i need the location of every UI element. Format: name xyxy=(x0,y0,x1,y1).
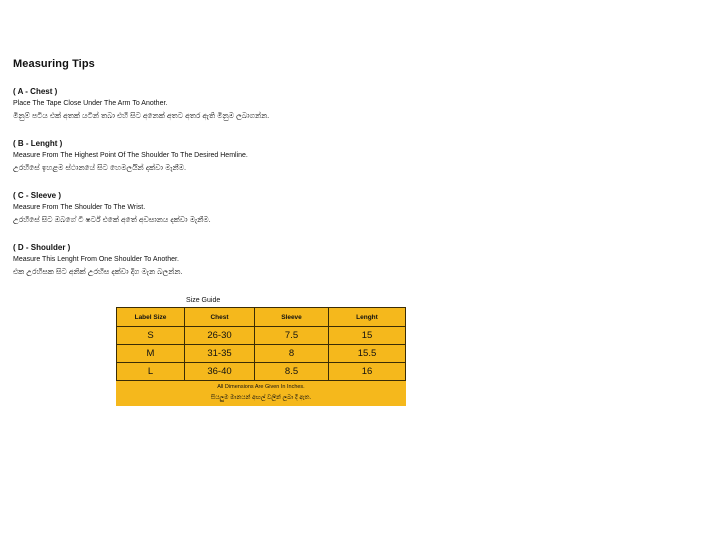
table-note-row-sinhala xyxy=(117,392,406,406)
tip-shoulder xyxy=(13,242,183,279)
tip-english-text: Measure From The Highest Point Of The Shoulder To The Desired Hemline. xyxy=(13,152,248,159)
table-note-row xyxy=(117,381,406,393)
tip-sinhala-text: මිනුම් පටිය එක් අතක් යටින් තබා එහි සිට අනෙක් අතට අතර ඇති මිනුම ලබාගන්න. xyxy=(13,111,270,120)
dimensions-note-sinhala: සියලුම මානයන් අඟල් වලින් ලබා දී ඇත. xyxy=(210,395,312,401)
cell-sleeve: 7.5 xyxy=(255,327,329,345)
header-label-size: Label Size xyxy=(117,308,185,327)
tip-chest xyxy=(13,86,269,123)
tip-english-text: Measure From The Shoulder To The Wrist. xyxy=(13,204,146,211)
cell-label-size: L xyxy=(117,363,185,381)
size-guide-title: Size Guide xyxy=(186,297,221,304)
tip-english-text: Measure This Lenght From One Shoulder To Another. xyxy=(13,256,179,263)
size-guide-table xyxy=(116,307,406,406)
cell-chest: 31-35 xyxy=(185,345,255,363)
header-chest: Chest xyxy=(185,308,255,327)
tip-sinhala-text: උරහිසේ සිට ඔබගේ ටී ෂර්ට් එකේ අතේ අවසානය දක්වා මැනීම. xyxy=(13,215,211,224)
tip-heading: ( D - Shoulder ) xyxy=(13,243,71,252)
tip-sleeve xyxy=(13,190,211,227)
cell-chest: 26-30 xyxy=(185,327,255,345)
table-header-row xyxy=(117,308,406,327)
tip-heading: ( B - Lenght ) xyxy=(13,139,63,148)
tip-length xyxy=(13,138,248,175)
cell-length: 15 xyxy=(329,327,406,345)
cell-length: 15.5 xyxy=(329,345,406,363)
table-row xyxy=(117,345,406,363)
tip-sinhala-text: එක උරහිසක සිට අනික් උරහිස දක්වා දිග මැන බලන්න. xyxy=(13,267,183,276)
tip-english-text: Place The Tape Close Under The Arm To Another. xyxy=(13,100,168,107)
header-length: Lenght xyxy=(329,308,406,327)
tip-heading: ( A - Chest ) xyxy=(13,87,58,96)
cell-length: 16 xyxy=(329,363,406,381)
header-sleeve: Sleeve xyxy=(255,308,329,327)
table-row xyxy=(117,363,406,381)
tip-sinhala-text: උරහිසේ ඉහළම ස්ථානයේ සිට හෙමලයින් දක්වා මැනීම. xyxy=(13,163,187,172)
cell-chest: 36-40 xyxy=(185,363,255,381)
page-title: Measuring Tips xyxy=(13,58,95,70)
cell-label-size: M xyxy=(117,345,185,363)
tip-heading: ( C - Sleeve ) xyxy=(13,191,62,200)
dimensions-note-english: All Dimensions Are Given In Inches. xyxy=(217,384,305,390)
table-row xyxy=(117,327,406,345)
cell-sleeve: 8 xyxy=(255,345,329,363)
cell-sleeve: 8.5 xyxy=(255,363,329,381)
cell-label-size: S xyxy=(117,327,185,345)
